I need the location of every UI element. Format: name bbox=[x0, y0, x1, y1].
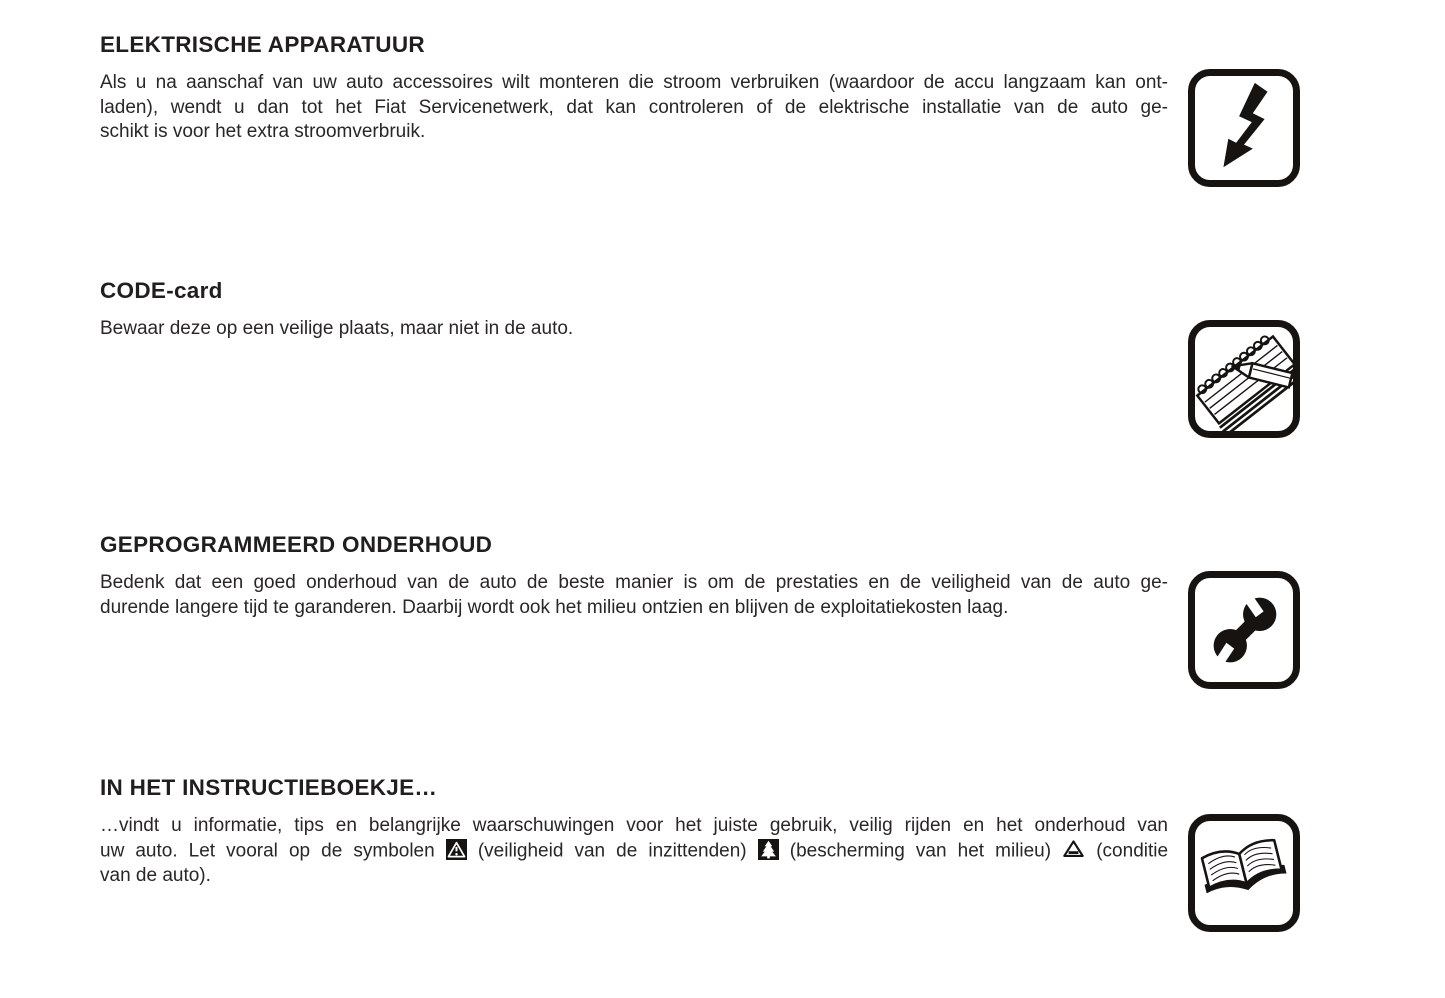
section-paragraph bbox=[100, 814, 1168, 888]
open-book-icon bbox=[1195, 821, 1293, 925]
wrench-icon bbox=[1195, 578, 1293, 682]
text-fragment: (veiligheid van de inzittenden) bbox=[477, 840, 747, 861]
handbook-pictogram-box bbox=[1188, 814, 1300, 932]
text-line: Bewaar deze op een veilige plaats, maar niet in de auto. bbox=[100, 318, 574, 339]
environment-protection-tree-symbol-icon bbox=[758, 839, 779, 860]
text-line: …vindt u informatie, tips en belangrijke waarschuwingen voor het juiste gebruik, veilig rijden en het onderhoud van bbox=[100, 815, 1168, 836]
section-paragraph bbox=[100, 71, 1168, 145]
text-line: Als u na aanschaf van uw auto accessoires wilt monteren die stroom verbruiken (waardoor de accu langzaam kan ont- bbox=[100, 72, 1168, 93]
section-in-het-instructieboekje bbox=[100, 775, 1168, 888]
text-fragment: (bescherming van het milieu) bbox=[789, 840, 1052, 861]
text-line: schikt is voor het extra stroomverbruik. bbox=[100, 121, 426, 142]
car-condition-triangle-symbol-icon bbox=[1062, 839, 1085, 859]
code-card-pictogram-box bbox=[1188, 320, 1300, 438]
text-fragment: uw auto. Let vooral op de symbolen bbox=[100, 840, 435, 861]
section-heading: CODE-card bbox=[100, 278, 223, 303]
section-elektrische-apparatuur bbox=[100, 32, 1168, 145]
section-paragraph bbox=[100, 571, 1168, 620]
section-heading: IN HET INSTRUCTIEBOEKJE… bbox=[100, 775, 438, 800]
section-geprogrammeerd-onderhoud bbox=[100, 532, 1168, 620]
lightning-bolt-icon bbox=[1195, 76, 1293, 180]
text-line: laden), wendt u dan tot het Fiat Servicenetwerk, dat kan controleren of de elektrische installatie van de auto ge- bbox=[100, 96, 1168, 118]
text-line: durende langere tijd te garanderen. Daarbij wordt ook het milieu ontzien en blijven de exploitatiekosten laag. bbox=[100, 596, 1009, 618]
section-heading: ELEKTRISCHE APPARATUUR bbox=[100, 32, 425, 57]
text-line-with-symbols bbox=[100, 839, 1168, 864]
text-fragment: (conditie bbox=[1096, 840, 1169, 861]
section-code-card bbox=[100, 278, 1168, 342]
section-heading: GEPROGRAMMEERD ONDERHOUD bbox=[100, 532, 493, 557]
electrical-warning-pictogram-box bbox=[1188, 69, 1300, 187]
section-paragraph bbox=[100, 317, 1168, 342]
occupant-safety-warning-symbol-icon bbox=[446, 839, 467, 860]
spiral-notebook-pencil-icon bbox=[1195, 327, 1293, 431]
text-line: van de auto). bbox=[100, 864, 211, 886]
maintenance-pictogram-box bbox=[1188, 571, 1300, 689]
text-line: Bedenk dat een goed onderhoud van de auto de beste manier is om de prestaties en de veiligheid van de auto ge- bbox=[100, 572, 1168, 593]
